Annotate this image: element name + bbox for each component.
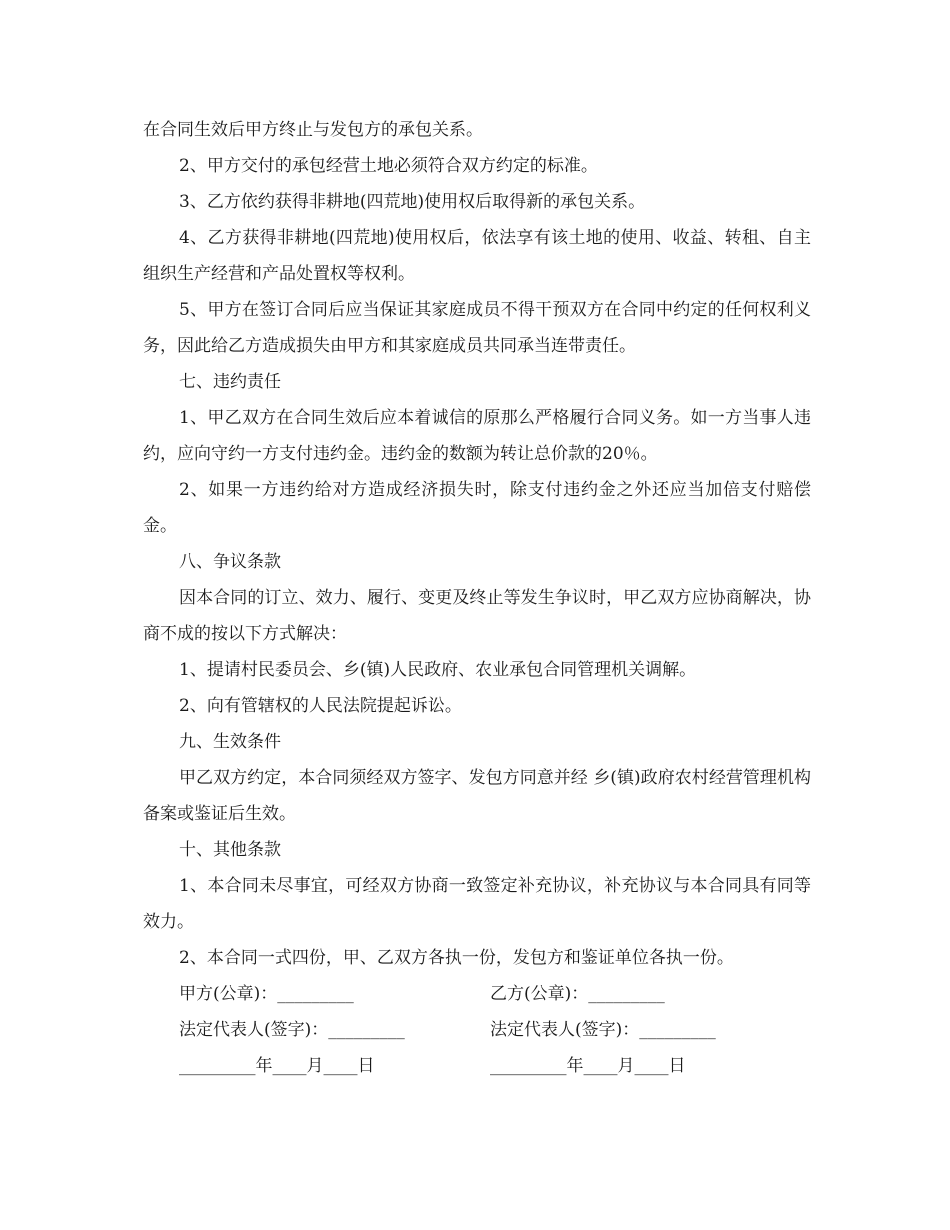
signature-row-seal [143,976,811,1012]
signature-block [143,976,811,1084]
paragraph: 3、乙方依约获得非耕地(四荒地)使用权后取得新的承包关系。 [179,192,646,212]
paragraph: 在合同生效后甲方终止与发包方的承包关系。 [143,120,483,140]
paragraph: 因本合同的订立、效力、履行、变更及终止等发生争议时，甲乙双方应协商解决，协商不成的按以下方式解决： [143,588,811,644]
document-body [143,112,811,1084]
party-b-seal-line: 乙方(公章)：_________ [490,984,665,1004]
signature-row-date [143,1048,811,1084]
party-a-seal-line: 甲方(公章)：_________ [179,984,354,1004]
party-b-date-line: _________年____月____日 [490,1056,686,1076]
paragraph: 1、提请村民委员会、乡(镇)人民政府、农业承包合同管理机关调解。 [179,660,697,680]
section-heading-breach-liability: 七、违约责任 [179,372,281,392]
signature-row-representative [143,1012,811,1048]
paragraph: 2、向有管辖权的人民法院提起诉讼。 [179,696,462,716]
paragraph: 2、甲方交付的承包经营土地必须符合双方约定的标准。 [179,156,598,176]
party-b-representative-line: 法定代表人(签字)：_________ [490,1020,716,1040]
paragraph: 1、甲乙双方在合同生效后应本着诚信的原那么严格履行合同义务。如一方当事人违约，应向守约一方支付违约金。违约金的数额为转让总价款的20％。 [143,408,811,464]
paragraph: 5、甲方在签订合同后应当保证其家庭成员不得干预双方在合同中约定的任何权利义务，因此给乙方造成损失由甲方和其家庭成员共同承当连带责任。 [143,300,811,356]
party-a-date-line: _________年____月____日 [179,1056,375,1076]
paragraph: 1、本合同未尽事宜，可经双方协商一致签定补充协议，补充协议与本合同具有同等效力。 [143,876,811,932]
section-heading-other-terms: 十、其他条款 [179,840,281,860]
paragraph: 4、乙方获得非耕地(四荒地)使用权后，依法享有该土地的使用、收益、转租、自主组织生产经营和产品处置权等权利。 [143,228,811,284]
party-a-representative-line: 法定代表人(签字)：_________ [179,1020,405,1040]
paragraph: 甲乙双方约定，本合同须经双方签字、发包方同意并经 乡(镇)政府农村经营管理机构备案或鉴证后生效。 [143,768,811,824]
paragraph: 2、如果一方违约给对方造成经济损失时，除支付违约金之外还应当加倍支付赔偿金。 [143,480,811,536]
paragraph: 2、本合同一式四份，甲、乙双方各执一份，发包方和鉴证单位各执一份。 [179,948,734,968]
section-heading-dispute-clause: 八、争议条款 [179,552,281,572]
section-heading-effective-conditions: 九、生效条件 [179,732,281,752]
